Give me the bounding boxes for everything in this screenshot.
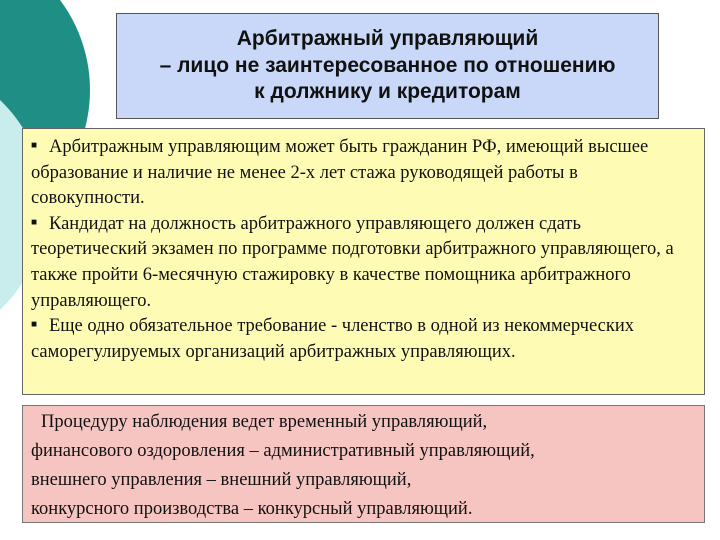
procedure-line-3: внешнего управления – внешний управляющий, xyxy=(31,470,412,490)
square-bullet-icon: ■ xyxy=(31,216,38,228)
requirement-item xyxy=(31,314,696,365)
procedure-line-4: конкурсного производства – конкурсный управляющий. xyxy=(31,499,473,519)
requirement-text: Арбитражным управляющим может быть гражданин РФ, имеющий высшее образование и наличие не менее 2-х лет стажа руководящей работы в совокупности. xyxy=(31,137,649,209)
procedure-line-2: финансового оздоровления – административный управляющий, xyxy=(31,441,535,461)
requirement-item xyxy=(31,135,696,212)
requirement-text: Кандидат на должность арбитражного управляющего должен сдать теоретический экзамен по программе подготовки арбитражного управляющего, а также пройти 6-месячную стажировку в качестве помощника арбитражного управляющего. xyxy=(31,213,674,311)
requirement-item xyxy=(31,212,696,314)
square-bullet-icon: ■ xyxy=(31,140,38,151)
title-line-2: – лицо не заинтересованное по отношению xyxy=(159,53,616,77)
procedures-box xyxy=(22,405,705,523)
requirements-box xyxy=(22,128,705,395)
requirement-text: Еще одно обязательное требование - членство в одной из некоммерческих саморегулируемых организаций арбитражных управляющих. xyxy=(31,316,634,362)
title-box xyxy=(116,13,659,119)
title-line-1: Арбитражный управляющий xyxy=(236,26,539,50)
procedure-line-1: Процедуру наблюдения ведет временный управляющий, xyxy=(41,412,488,432)
title-line-3: к должнику и кредиторам xyxy=(254,80,521,104)
square-bullet-icon: ■ xyxy=(31,319,38,331)
